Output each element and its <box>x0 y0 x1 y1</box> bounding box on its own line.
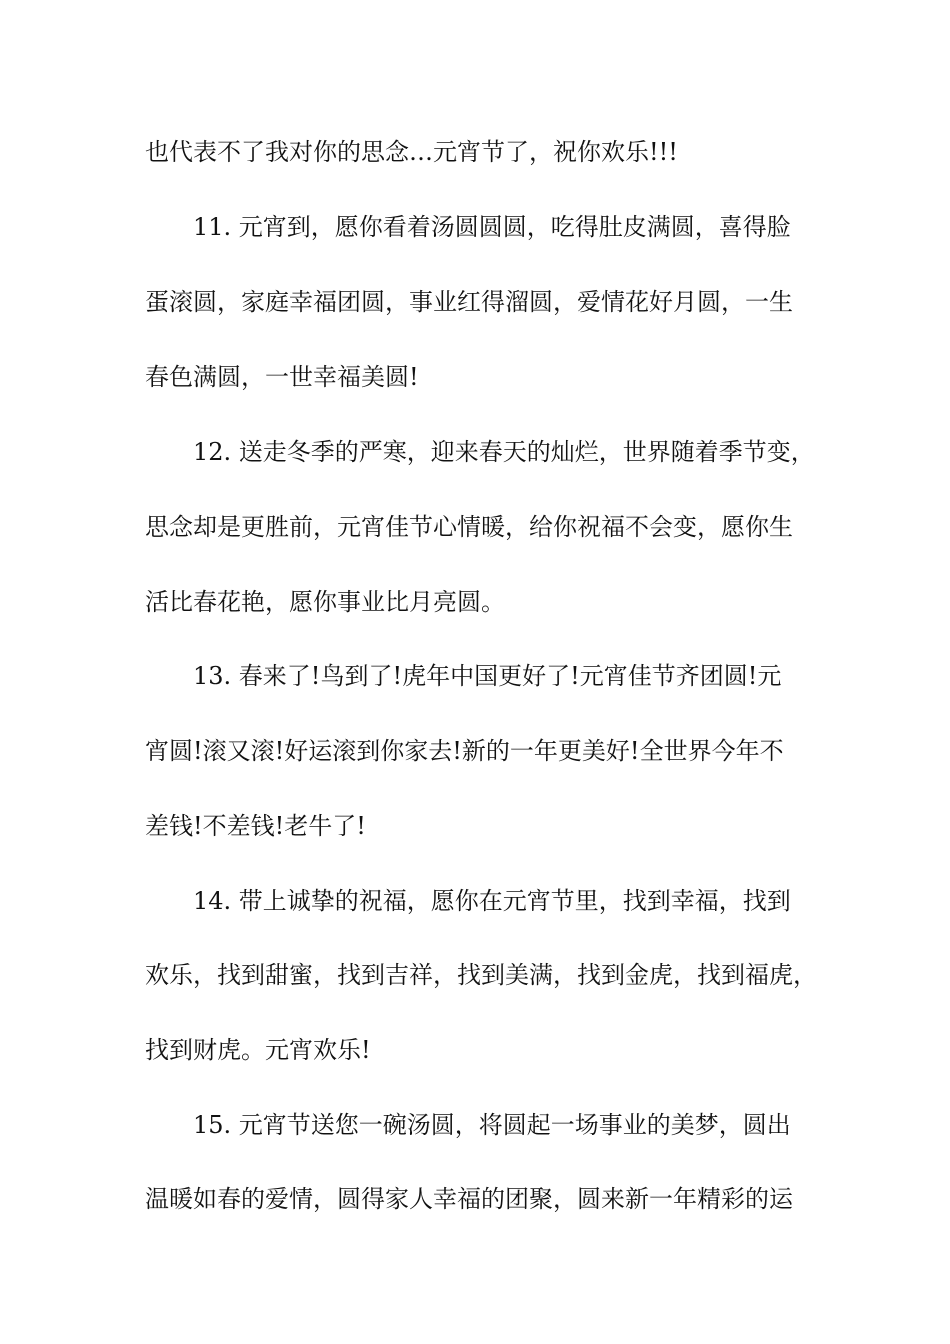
paragraph-14-line-3: 找到财虎。元宵欢乐! <box>145 1036 371 1064</box>
paragraph-11-line-2: 蛋滚圆，家庭幸福团圆，事业红得溜圆，爱情花好月圆，一生 <box>145 288 793 316</box>
paragraph-12-line-2: 思念却是更胜前，元宵佳节心情暖，给你祝福不会变，愿你生 <box>145 513 793 541</box>
text-line-1: 也代表不了我对你的思念…元宵节了，祝你欢乐!!! <box>145 138 678 166</box>
paragraph-15-line-1: 15. 元宵节送您一碗汤圆，将圆起一场事业的美梦，圆出 <box>193 1111 791 1139</box>
paragraph-12-line-3: 活比春花艳，愿你事业比月亮圆。 <box>145 588 505 616</box>
paragraph-13-line-2: 宵圆!滚又滚!好运滚到你家去!新的一年更美好!全世界今年不 <box>145 737 784 765</box>
paragraph-12-line-1: 12. 送走冬季的严寒，迎来春天的灿烂，世界随着季节变， <box>193 438 815 466</box>
paragraph-15-line-2: 温暖如春的爱情，圆得家人幸福的团聚，圆来新一年精彩的运 <box>145 1185 793 1213</box>
paragraph-13-line-3: 差钱!不差钱!老牛了! <box>145 812 366 840</box>
paragraph-11-line-3: 春色满圆，一世幸福美圆! <box>145 363 419 391</box>
paragraph-14-line-1: 14. 带上诚挚的祝福，愿你在元宵节里，找到幸福，找到 <box>193 887 791 915</box>
paragraph-14-line-2: 欢乐，找到甜蜜，找到吉祥，找到美满，找到金虎，找到福虎， <box>145 961 817 989</box>
paragraph-13-line-1: 13. 春来了!鸟到了!虎年中国更好了!元宵佳节齐团圆!元 <box>193 662 782 690</box>
paragraph-11-line-1: 11. 元宵到，愿你看着汤圆圆圆，吃得肚皮满圆，喜得脸 <box>193 213 791 241</box>
